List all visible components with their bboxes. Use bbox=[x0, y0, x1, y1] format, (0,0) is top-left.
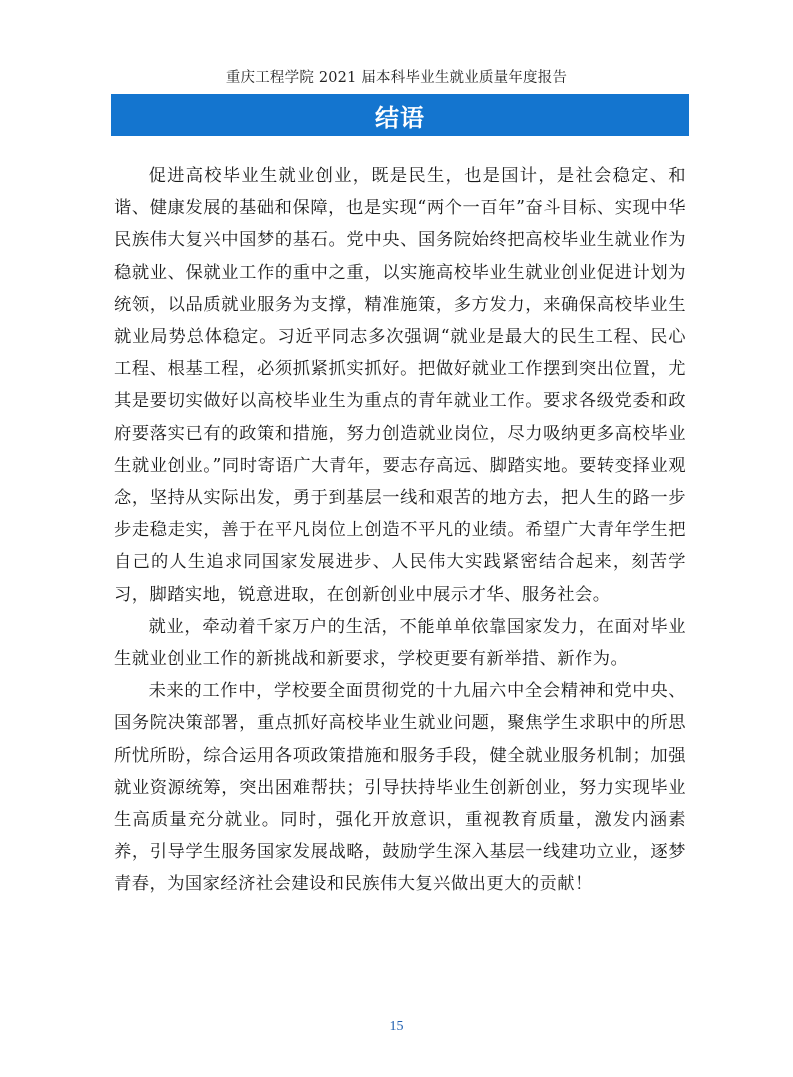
paragraph: 就业，牵动着千家万户的生活，不能单单依靠国家发力，在面对毕业生就业创业工作的新挑战和新要求，学校更要有新举措、新作为。 bbox=[114, 616, 686, 670]
page-number: 15 bbox=[389, 1019, 404, 1034]
paragraph: 未来的工作中，学校要全面贯彻党的十九届六中全会精神和党中央、国务院决策部署，重点抓好高校毕业生就业问题，聚焦学生求职中的所思所忧所盼，综合运用各项政策措施和服务手段，健全就业服务机制；加强就业资源统筹，突出困难帮扶；引导扶持毕业生创新创业，努力实现毕业生高质量充分就业。同时，强化开放意识，重视教育质量，激发内涵素养，引导学生服务国家发展战略，鼓励学生深入基层一线建功立业，逐梦青春，为国家经济社会建设和民族伟大复兴做出更大的贡献！ bbox=[114, 681, 686, 895]
paragraph: 促进高校毕业生就业创业，既是民生，也是国计，是社会稳定、和谐、健康发展的基础和保障，也是实现“两个一百年”奋斗目标、实现中华民族伟大复兴中国梦的基石。党中央、国务院始终把高校毕业生就业作为稳就业、保就业工作的重中之重，以实施高校毕业生就业创业促进计划为统领，以品质就业服务为支撑，精准施策，多方发力，来确保高校毕业生就业局势总体稳定。习近平同志多次强调“就业是最大的民生工程、民心工程、根基工程，必须抓紧抓实抓好。把做好就业工作摆到突出位置，尤其是要切实做好以高校毕业生为重点的青年就业工作。要求各级党委和政府要落实已有的政策和措施，努力创造就业岗位，尽力吸纳更多高校毕业生就业创业。”同时寄语广大青年，要志存高远、脚踏实地。要转变择业观念，坚持从实际出发，勇于到基层一线和艰苦的地方去，把人生的路一步步走稳走实，善于在平凡岗位上创造不平凡的业绩。希望广大青年学生把自己的人生追求同国家发展进步、人民伟大实践紧密结合起来，刻苦学习，脚踏实地，锐意进取，在创新创业中展示才华、服务社会。 bbox=[114, 166, 686, 605]
running-header: 重庆工程学院 2021 届本科毕业生就业质量年度报告 bbox=[225, 70, 568, 86]
section-title-bar bbox=[111, 94, 689, 136]
body-text bbox=[114, 160, 686, 901]
section-title: 结语 bbox=[375, 103, 425, 132]
